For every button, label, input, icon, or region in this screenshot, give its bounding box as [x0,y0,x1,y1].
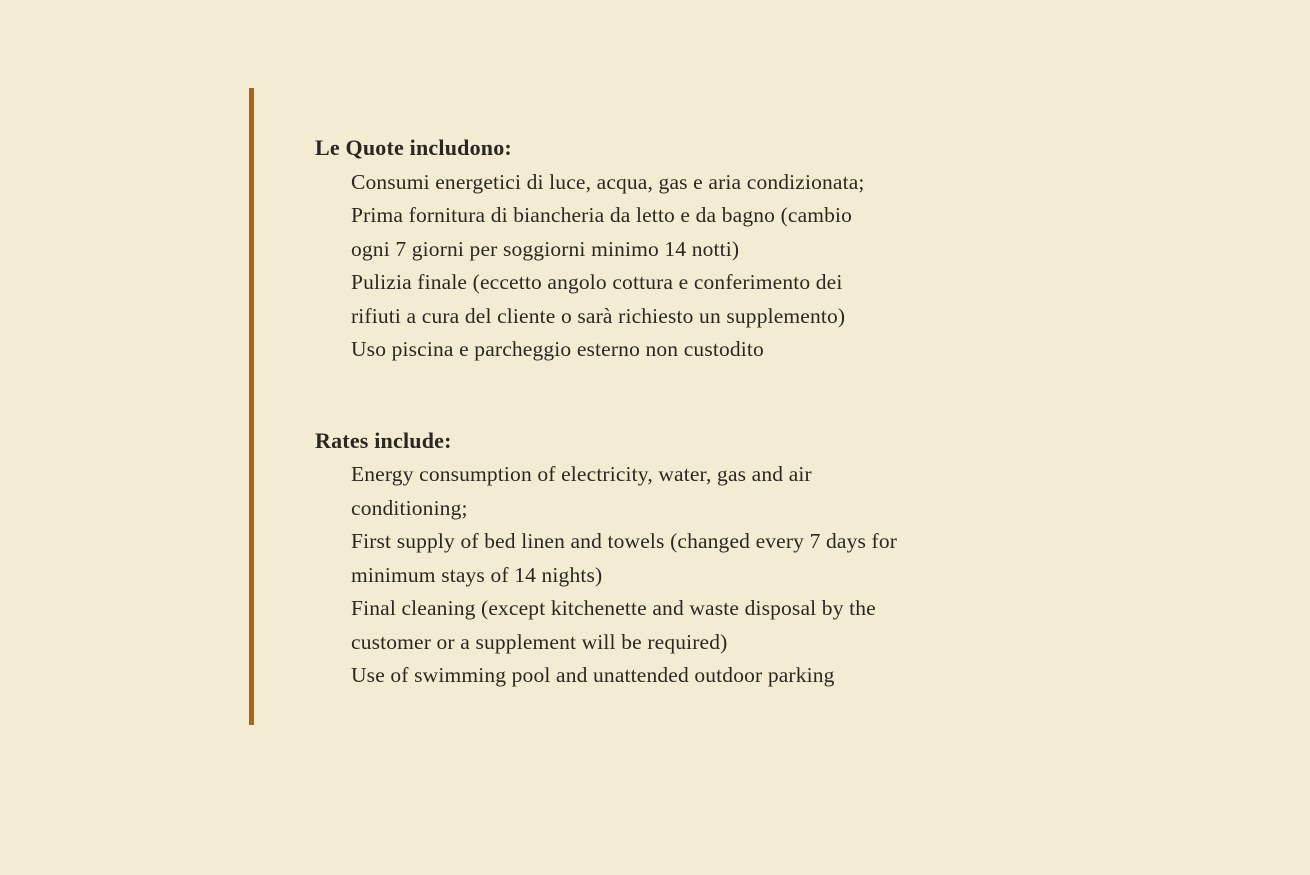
list-item [315,659,1095,693]
list-item-text: ogni 7 giorni per soggiorni minimo 14 notti) [351,236,740,261]
section-italian-rates [315,131,1095,367]
list-item-text: Pulizia finale (eccetto angolo cottura e conferimento dei [351,270,843,294]
content-block [315,131,1095,693]
section-heading-english: Rates include: [315,427,452,453]
list-item [315,199,1095,266]
list-item-text: First supply of bed linen and towels (changed every 7 days for [351,529,898,553]
list-item [315,458,1095,525]
list-item-text: Use of swimming pool and unattended outdoor parking [351,663,835,687]
bullet-list-english [315,458,1095,693]
list-item-text: rifiuti a cura del cliente o sarà richiesto un supplemento) [351,303,846,328]
list-item-text: customer or a supplement will be required) [351,629,728,654]
list-item-text: Final cleaning (except kitchenette and waste disposal by the [351,596,876,620]
left-accent-bar [249,88,254,725]
list-item [315,266,1095,333]
list-item-text: Consumi energetici di luce, acqua, gas e aria condizionata; [351,169,865,194]
list-item [315,166,1095,200]
list-item [315,333,1095,367]
list-item [315,525,1095,592]
list-item-text: minimum stays of 14 nights) [351,562,603,587]
section-heading-italian: Le Quote includono: [315,135,512,160]
list-item-text: conditioning; [351,495,468,520]
list-item-text: Uso piscina e parcheggio esterno non custodito [351,337,764,361]
bullet-list-italian [315,166,1095,367]
section-english-rates [315,424,1095,693]
list-item-text: Prima fornitura di biancheria da letto e da bagno (cambio [351,203,853,227]
list-item-text: Energy consumption of electricity, water, gas and air [351,462,812,486]
list-item [315,592,1095,659]
